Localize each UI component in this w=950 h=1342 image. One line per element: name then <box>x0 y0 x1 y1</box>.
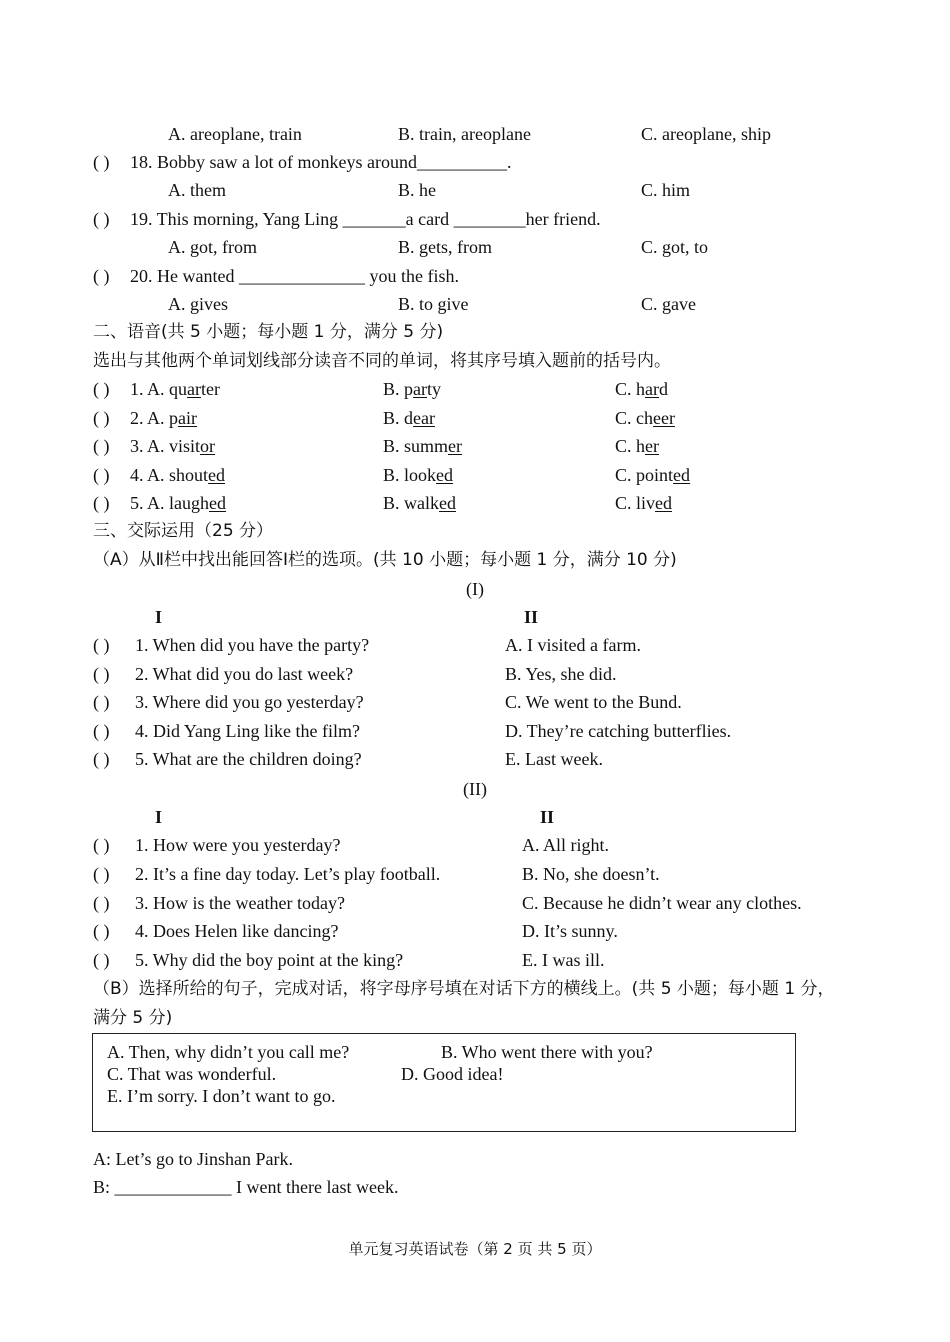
dialogue-line[interactable] <box>0 1173 950 1201</box>
phonics-item-4 <box>0 461 950 489</box>
q19-options <box>0 233 950 261</box>
sentence-options-box <box>92 1033 796 1132</box>
answer-paren[interactable]: ( ) <box>93 893 110 913</box>
match-row <box>0 917 950 945</box>
sentence-option-b: B. Who went there with you? <box>441 1042 653 1062</box>
page-footer: 单元复习英语试卷（第 2 页 共 5 页） <box>348 1240 602 1258</box>
question-text: 5. Why did the boy point at the king? <box>135 950 404 970</box>
dialogue-text[interactable]: B: _____________ I went there last week. <box>93 1177 399 1197</box>
answer-option: B. No, she doesn’t. <box>522 864 660 884</box>
option-b: B. looked <box>383 465 454 485</box>
section-2-instruction <box>0 347 950 375</box>
option-c: C. gave <box>641 294 696 314</box>
match-row <box>0 831 950 859</box>
group-label: (II) <box>463 779 487 799</box>
instruction-text: （B）选择所给的句子，完成对话，将字母序号填在对话下方的横线上。(共 5 小题；每小题 1 分， <box>93 979 835 999</box>
section-3-title <box>0 517 950 545</box>
q20-options <box>0 290 950 318</box>
answer-paren[interactable]: ( ) <box>93 835 110 855</box>
answer-paren[interactable]: ( ) <box>93 692 110 712</box>
phonics-item-1 <box>0 375 950 403</box>
answer-option: E. Last week. <box>505 749 603 769</box>
answer-option: C. Because he didn’t wear any clothes. <box>522 893 802 913</box>
question-text: 1. When did you have the party? <box>135 635 370 655</box>
answer-option: D. They’re catching butterflies. <box>505 721 732 741</box>
q17-option-a: A. areoplane, train <box>168 124 302 144</box>
answer-paren[interactable]: ( ) <box>93 266 110 286</box>
instruction-text: 满分 5 分) <box>93 1008 173 1028</box>
answer-paren[interactable]: ( ) <box>93 379 110 399</box>
column-2-header: II <box>524 607 539 627</box>
group-1-label <box>0 575 950 603</box>
answer-paren[interactable]: ( ) <box>93 493 110 513</box>
option-a: 3. A. visitor <box>130 436 216 456</box>
option-a: A. them <box>168 180 226 200</box>
section-3b-instruction <box>0 975 950 1003</box>
sentence-option-a: A. Then, why didn’t you call me? <box>107 1042 350 1062</box>
answer-paren[interactable]: ( ) <box>93 209 110 229</box>
option-a: 4. A. shouted <box>130 465 226 485</box>
answer-paren[interactable]: ( ) <box>93 436 110 456</box>
match-row <box>0 889 950 917</box>
answer-option: A. I visited a farm. <box>505 635 641 655</box>
option-a: 1. A. quarter <box>130 379 220 399</box>
answer-paren[interactable]: ( ) <box>93 408 110 428</box>
question-text: 3. Where did you go yesterday? <box>135 692 364 712</box>
phonics-item-3 <box>0 432 950 460</box>
option-c: C. her <box>615 436 659 456</box>
q18-options <box>0 176 950 204</box>
match-row <box>0 631 950 659</box>
answer-paren[interactable]: ( ) <box>93 721 110 741</box>
dialogue-text: A: Let’s go to Jinshan Park. <box>93 1149 293 1169</box>
question-text: 2. What did you do last week? <box>135 664 354 684</box>
column-1-header: I <box>155 807 163 827</box>
option-b: B. dear <box>383 408 435 428</box>
column-1-header: I <box>155 607 163 627</box>
option-c: C. lived <box>615 493 673 513</box>
question-text: 4. Did Yang Ling like the film? <box>135 721 360 741</box>
option-c: C. him <box>641 180 691 200</box>
option-b: B. he <box>398 180 436 200</box>
question-text: 1. How were you yesterday? <box>135 835 341 855</box>
question-text: 2. It’s a fine day today. Let’s play football. <box>135 864 441 884</box>
group-2-label <box>0 775 950 803</box>
option-a: A. gives <box>168 294 228 314</box>
question-text: 18. Bobby saw a lot of monkeys around__________. <box>130 152 512 172</box>
answer-option: C. We went to the Bund. <box>505 692 682 712</box>
option-b: B. gets, from <box>398 237 492 257</box>
option-c: C. pointed <box>615 465 691 485</box>
option-a: A. got, from <box>168 237 257 257</box>
match-row <box>0 946 950 974</box>
instruction-text: （A）从Ⅱ栏中找出能回答Ⅰ栏的选项。(共 10 小题；每小题 1 分，满分 10 分) <box>93 550 677 570</box>
sentence-option-c: C. That was wonderful. <box>107 1064 277 1084</box>
section-3a-instruction <box>0 546 950 574</box>
option-a: 5. A. laughed <box>130 493 227 513</box>
sentence-option-d: D. Good idea! <box>401 1064 504 1084</box>
question-text: 3. How is the weather today? <box>135 893 345 913</box>
group-1-header <box>0 603 950 631</box>
match-row <box>0 745 950 773</box>
option-b: B. summer <box>383 436 462 456</box>
answer-paren[interactable]: ( ) <box>93 749 110 769</box>
instruction-text: 选出与其他两个单词划线部分读音不同的单词，将其序号填入题前的括号内。 <box>93 351 671 371</box>
question-text: 5. What are the children doing? <box>135 749 362 769</box>
match-row <box>0 860 950 888</box>
phonics-item-2 <box>0 404 950 432</box>
answer-option: E. I was ill. <box>522 950 605 970</box>
q18-stem <box>0 148 950 176</box>
answer-option: A. All right. <box>522 835 610 855</box>
option-b: B. to give <box>398 294 469 314</box>
q17-option-c: C. areoplane, ship <box>641 124 771 144</box>
match-row <box>0 688 950 716</box>
dialogue-line <box>0 1145 950 1173</box>
match-row <box>0 717 950 745</box>
phonics-item-5 <box>0 489 950 517</box>
answer-paren[interactable]: ( ) <box>93 921 110 941</box>
section-title: 三、交际运用（25 分） <box>93 521 274 541</box>
group-2-header <box>0 803 950 831</box>
option-b: B. walked <box>383 493 456 513</box>
section-title: 二、语音(共 5 小题；每小题 1 分，满分 5 分) <box>93 322 444 342</box>
q20-stem <box>0 262 950 290</box>
match-row <box>0 660 950 688</box>
answer-paren[interactable]: ( ) <box>93 950 110 970</box>
option-c: C. hard <box>615 379 668 399</box>
section-2-title <box>0 318 950 346</box>
answer-paren[interactable]: ( ) <box>93 465 110 485</box>
answer-option: D. It’s sunny. <box>522 921 618 941</box>
section-3b-instruction-cont <box>0 1004 950 1032</box>
option-c: C. cheer <box>615 408 675 428</box>
answer-option: B. Yes, she did. <box>505 664 617 684</box>
answer-paren[interactable]: ( ) <box>93 152 110 172</box>
option-c: C. got, to <box>641 237 709 257</box>
sentence-option-e: E. I’m sorry. I don’t want to go. <box>107 1086 336 1106</box>
answer-paren[interactable]: ( ) <box>93 635 110 655</box>
question-text: 4. Does Helen like dancing? <box>135 921 339 941</box>
question-text: 20. He wanted ______________ you the fish. <box>130 266 459 286</box>
option-a: 2. A. pair <box>130 408 197 428</box>
answer-paren[interactable]: ( ) <box>93 664 110 684</box>
column-2-header: II <box>540 807 555 827</box>
q17-options <box>0 120 950 148</box>
option-b: B. party <box>383 379 442 399</box>
question-text: 19. This morning, Yang Ling _______a card ________her friend. <box>130 209 601 229</box>
answer-paren[interactable]: ( ) <box>93 864 110 884</box>
q19-stem <box>0 205 950 233</box>
q17-option-b: B. train, areoplane <box>398 124 531 144</box>
group-label: (I) <box>466 579 484 599</box>
